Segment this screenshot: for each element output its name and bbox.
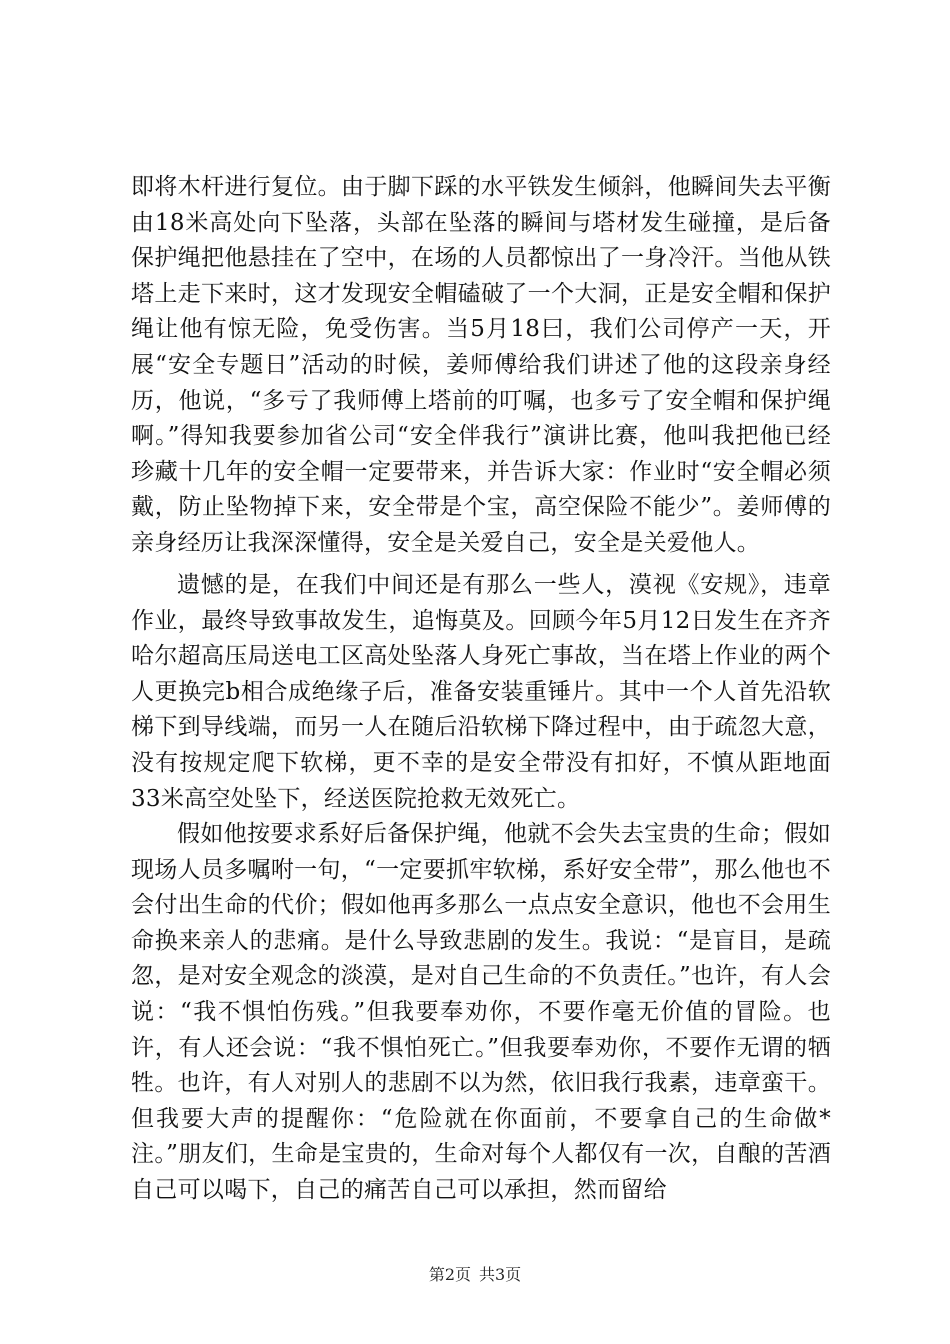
paragraph-1: 即将木杆进行复位。由于脚下踩的水平铁发生倾斜，他瞬间失去平衡由18米高处向下坠落，头部在坠落的瞬间与塔材发生碰撞，是后备保护绳把他悬挂在了空中，在场的人员都惊出了一身冷汗。当他从铁塔上走下来时，这才发现安全帽磕破了一个大洞，正是安全帽和保护绳让他有惊无险，免受伤害。当5月18曰，我们公司停产一天，开展“安全专题日”活动的时候，姜师傅给我们讲述了他的这段亲身经历，他说，“多亏了我师傅上塔前的叮嘱，也多亏了安全帽和保护绳啊。”得知我要参加省公司“安全伴我行”演讲比赛，他叫我把他已经珍藏十几年的安全帽一定要带来，并告诉大家：作业时“安全帽必须戴，防止坠物掉下来，安全带是个宝，高空保险不能少”。姜师傅的亲身经历让我深深懂得，安全是关爱自己，安全是关爱他人。 [131, 174, 831, 556]
page-footer [0, 1265, 950, 1285]
page-number: 第2页 [428, 1265, 471, 1284]
paragraph-2: 遗憾的是，在我们中间还是有那么一些人，漠视《安规》，违章作业，最终导致事故发生，追悔莫及。回顾今年5月12日发生在齐齐哈尔超高压局送电工区高处坠落人身死亡事故，当在塔上作业的两个人更换完b相合成绝缘子后，准备安装重锤片。其中一个人首先沿软梯下到导线端，而另一人在随后沿软梯下降过程中，由于疏忽大意，没有按规定爬下软梯，更不幸的是安全带没有扣好，不慎从距地面33米高空处坠下，经送医院抢救无效死亡。 [131, 572, 831, 812]
paragraph-3: 假如他按要求系好后备保护绳，他就不会失去宝贵的生命；假如现场人员多嘱咐一句，“一定要抓牢软梯，系好安全带”，那么他也不会付出生命的代价；假如他再多那么一点点安全意识，他也不会用生命换来亲人的悲痛。是什么导致悲剧的发生。我说：“是盲目，是疏忽，是对安全观念的淡漠，是对自己生命的不负责任。”也许，有人会说：“我不惧怕伤残。”但我要奉劝你，不要作毫无价值的冒险。也许，有人还会说：“我不惧怕死亡。”但我要奉劝你，不要作无谓的牺牲。也许，有人对别人的悲剧不以为然，依旧我行我素，违章蛮干。但我要大声的提醒你：“危险就在你面前，不要拿自己的生命做*注。”朋友们，生命是宝贵的，生命对每个人都仅有一次，自酿的苦酒自己可以喝下，自己的痛苦自己可以承担，然而留给 [131, 821, 831, 1203]
page-total: 共3页 [479, 1265, 522, 1284]
